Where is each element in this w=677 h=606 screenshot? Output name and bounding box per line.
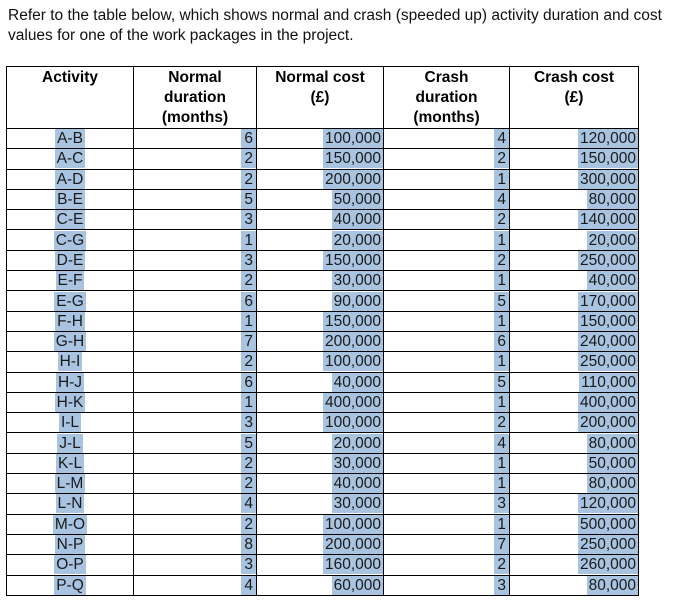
activity-cell-text: E-G [56,292,84,310]
normal-duration-cell [134,575,257,595]
crash-duration-cell-text: 3 [494,494,509,513]
header-line: (£) [564,89,584,106]
normal-cost-cell-text: 20,000 [333,434,381,452]
activity-cell [7,474,134,494]
activity-cell [7,169,134,189]
table-row [7,352,639,372]
activity-cell-text: B-E [57,191,83,209]
crash-cost-cell-text: 120,000 [579,130,636,148]
crash-duration-cell-text: 1 [494,271,509,290]
crash-cost-cell-text: 80,000 [588,576,636,594]
normal-cost-cell-text: 200,000 [324,333,381,351]
crash-duration-cell-text: 2 [494,555,509,574]
header-activity [7,67,134,129]
normal-cost-cell-text: 400,000 [324,394,381,411]
normal-cost-cell [257,433,384,453]
normal-cost-cell-text: 200,000 [324,170,381,188]
activity-cell [7,271,134,291]
crash-cost-cell [510,474,639,494]
activity-cell [7,331,134,351]
crash-cost-cell-text: 170,000 [579,292,636,310]
normal-cost-cell [257,372,384,392]
normal-cost-cell-text: 100,000 [324,515,381,533]
activity-cell-text: N-P [56,536,84,554]
normal-duration-cell [134,230,257,250]
crash-cost-cell [510,433,639,453]
crash-duration-cell-text: 6 [494,332,509,351]
crash-cost-cell-text: 240,000 [579,333,636,351]
normal-duration-cell-text: 2 [241,454,256,473]
normal-cost-cell [257,331,384,351]
crash-duration-cell [384,189,510,209]
activity-cell [7,129,134,149]
crash-duration-cell-text: 4 [494,434,509,453]
crash-cost-cell [510,271,639,291]
table-row [7,494,639,514]
table-row [7,433,639,453]
activity-cell [7,575,134,595]
crash-cost-cell [510,413,639,433]
table-row [7,514,639,534]
header-line: Activity [42,69,98,86]
normal-cost-cell [257,169,384,189]
crash-duration-cell [384,352,510,372]
activity-cell [7,392,134,412]
normal-cost-cell-text: 20,000 [333,231,381,249]
normal-duration-cell-text: 3 [241,251,256,270]
crash-cost-cell [510,169,639,189]
crash-cost-cell [510,291,639,311]
header-line: (months) [413,109,480,126]
table-row [7,210,639,230]
activity-cell-text: A-B [57,130,83,148]
normal-duration-cell-text: 6 [241,129,256,148]
intro-paragraph: Refer to the table below, which shows normal and crash (speeded up) activity duration and cost values for one of the work packages in the project. [8,7,662,44]
crash-cost-cell-text: 150,000 [579,312,636,330]
table-row [7,474,639,494]
activity-cell-text: L-M [56,475,84,493]
activity-cell-text: I-L [60,414,80,432]
table-row [7,230,639,250]
crash-duration-cell [384,230,510,250]
header-normal-cost [257,67,384,129]
activity-cell-text: C-E [56,211,84,229]
crash-duration-cell [384,291,510,311]
activity-cell [7,149,134,169]
normal-cost-cell [257,210,384,230]
activity-cell-text: J-L [59,434,81,452]
normal-duration-cell [134,129,257,149]
normal-duration-cell-text: 8 [241,535,256,554]
normal-cost-cell-text: 30,000 [333,272,381,290]
normal-duration-cell-text: 2 [241,352,256,371]
table-row [7,392,639,412]
normal-cost-cell [257,494,384,514]
normal-duration-cell-text: 3 [241,413,256,432]
table-row [7,331,639,351]
table-row [7,291,639,311]
table-row [7,311,639,331]
normal-duration-cell [134,271,257,291]
table-row [7,413,639,433]
crash-cost-cell-text: 400,000 [579,394,636,411]
crash-duration-cell [384,169,510,189]
normal-cost-cell-text: 50,000 [333,191,381,209]
normal-duration-cell [134,169,257,189]
table-row [7,169,639,189]
crash-cost-cell [510,352,639,372]
activity-cell [7,352,134,372]
crash-duration-cell [384,494,510,514]
normal-duration-cell [134,534,257,554]
normal-duration-cell-text: 4 [241,494,256,513]
normal-duration-cell-text: 1 [241,231,256,250]
normal-cost-cell [257,413,384,433]
table-row [7,129,639,149]
header-line: Normal [168,69,222,86]
activity-cell-text: H-J [57,373,83,391]
normal-cost-cell [257,514,384,534]
normal-cost-cell [257,575,384,595]
crash-duration-cell-text: 2 [494,413,509,432]
normal-duration-cell-text: 3 [241,210,256,229]
crash-duration-cell [384,210,510,230]
normal-cost-cell [257,291,384,311]
activity-cell [7,555,134,575]
header-line: (£) [310,89,330,106]
crash-duration-cell-text: 1 [494,352,509,371]
crash-cost-cell-text: 80,000 [588,191,636,209]
activity-cell [7,372,134,392]
activity-cell-text: H-I [59,353,81,371]
normal-duration-cell-text: 1 [241,312,256,331]
normal-duration-cell [134,311,257,331]
crash-duration-cell [384,433,510,453]
normal-cost-cell-text: 150,000 [324,150,381,168]
activity-cell-text: A-D [56,170,84,188]
crash-cost-cell [510,250,639,270]
crash-duration-cell-text: 7 [494,535,509,554]
crash-cost-cell [510,210,639,230]
normal-duration-cell [134,514,257,534]
normal-cost-cell-text: 60,000 [333,576,381,594]
table-row [7,575,639,595]
normal-duration-cell [134,250,257,270]
crash-cost-cell-text: 50,000 [588,454,636,472]
activity-cell [7,291,134,311]
normal-duration-cell [134,149,257,169]
crash-cost-cell-text: 20,000 [588,231,636,249]
table-row [7,250,639,270]
crash-cost-cell [510,129,639,149]
header-line: duration [164,89,226,106]
table-row [7,271,639,291]
normal-duration-cell [134,392,257,412]
crash-cost-cell [510,555,639,575]
crash-duration-cell-text: 1 [494,170,509,189]
crash-cost-cell [510,311,639,331]
normal-duration-cell-text: 2 [241,515,256,534]
normal-cost-cell [257,250,384,270]
crash-duration-cell-text: 3 [494,576,509,595]
normal-cost-cell-text: 40,000 [333,475,381,493]
crash-duration-cell [384,129,510,149]
normal-duration-cell-text: 4 [241,576,256,595]
normal-cost-cell [257,129,384,149]
crash-cost-cell-text: 40,000 [588,272,636,290]
normal-duration-cell-text: 5 [241,434,256,453]
crash-cost-cell-text: 80,000 [588,475,636,493]
activity-cell [7,230,134,250]
normal-duration-cell [134,453,257,473]
crash-duration-cell-text: 2 [494,210,509,229]
crash-cost-cell [510,514,639,534]
crash-cost-cell [510,331,639,351]
activity-cell [7,534,134,554]
activity-cell [7,433,134,453]
activity-cell [7,494,134,514]
normal-duration-cell-text: 6 [241,373,256,392]
normal-duration-cell [134,474,257,494]
crash-cost-cell-text: 250,000 [579,353,636,371]
normal-duration-cell [134,413,257,433]
activity-cell-text: L-N [57,495,83,513]
crash-cost-cell [510,149,639,169]
crash-duration-cell-text: 1 [494,393,509,412]
table-row [7,189,639,209]
activity-cell-text: O-P [56,556,84,574]
crash-cost-cell [510,372,639,392]
crash-cost-cell [510,453,639,473]
normal-duration-cell-text: 7 [241,332,256,351]
crash-cost-cell-text: 260,000 [579,556,636,574]
normal-cost-cell [257,555,384,575]
crash-cost-cell [510,392,639,412]
normal-cost-cell [257,352,384,372]
normal-cost-cell [257,474,384,494]
crash-duration-cell [384,453,510,473]
crash-duration-cell [384,250,510,270]
normal-cost-cell [257,230,384,250]
normal-duration-cell-text: 2 [241,170,256,189]
crash-duration-cell [384,555,510,575]
crash-duration-cell [384,514,510,534]
crash-duration-cell-text: 1 [494,474,509,493]
crash-duration-cell [384,575,510,595]
crash-duration-cell-text: 2 [494,251,509,270]
normal-cost-cell [257,311,384,331]
activity-cell [7,189,134,209]
crash-duration-cell-text: 5 [494,373,509,392]
crash-cost-cell-text: 200,000 [579,414,636,432]
crash-duration-cell-text: 2 [494,149,509,168]
header-line: Normal cost [275,69,365,86]
crash-duration-cell [384,474,510,494]
crash-cost-cell-text: 140,000 [579,211,636,229]
normal-duration-cell [134,352,257,372]
normal-cost-cell-text: 40,000 [333,373,381,391]
crash-duration-cell [384,372,510,392]
crash-duration-cell-text: 1 [494,515,509,534]
header-crash-duration [384,67,510,129]
crash-cost-cell [510,230,639,250]
table-body [7,129,639,596]
activity-cell [7,413,134,433]
normal-cost-cell-text: 100,000 [324,414,381,432]
activity-cell-text: C-G [55,231,85,249]
crash-cost-cell-text: 250,000 [579,251,636,269]
crash-duration-cell-text: 4 [494,129,509,148]
crash-cost-cell-text: 80,000 [588,434,636,452]
activity-table [6,66,639,596]
normal-duration-cell-text: 2 [241,149,256,168]
crash-duration-cell-text: 1 [494,454,509,473]
normal-cost-cell [257,392,384,412]
normal-duration-cell [134,189,257,209]
activity-cell-text: D-E [56,251,84,269]
activity-cell-text: K-L [57,454,83,472]
table-row [7,149,639,169]
table-row [7,534,639,554]
crash-cost-cell-text: 500,000 [579,515,636,533]
crash-duration-cell-text: 1 [494,231,509,250]
activity-cell [7,514,134,534]
crash-cost-cell-text: 300,000 [579,170,636,188]
normal-duration-cell-text: 2 [241,474,256,493]
crash-duration-cell [384,413,510,433]
normal-cost-cell-text: 200,000 [324,536,381,554]
header-line: (months) [161,109,229,126]
normal-cost-cell [257,149,384,169]
normal-cost-cell [257,189,384,209]
normal-duration-cell-text: 6 [241,292,256,311]
header-normal-duration [134,67,257,129]
normal-duration-cell [134,331,257,351]
normal-cost-cell-text: 90,000 [333,292,381,310]
table-row [7,453,639,473]
activity-cell-text: P-Q [56,576,84,594]
activity-cell-text: G-H [55,333,85,351]
crash-duration-cell [384,392,510,412]
activity-cell [7,311,134,331]
crash-cost-cell [510,189,639,209]
normal-cost-cell [257,534,384,554]
activity-cell-text: H-K [56,394,84,411]
crash-cost-cell-text: 120,000 [579,495,636,513]
normal-cost-cell-text: 100,000 [324,353,381,371]
normal-cost-cell-text: 100,000 [324,130,381,148]
table-row [7,372,639,392]
normal-cost-cell [257,271,384,291]
normal-duration-cell-text: 2 [241,271,256,290]
crash-duration-cell-text: 1 [494,312,509,331]
normal-duration-cell [134,291,257,311]
activity-cell-text: A-C [56,150,84,168]
crash-duration-cell [384,534,510,554]
crash-cost-cell [510,494,639,514]
activity-cell [7,250,134,270]
crash-duration-cell [384,331,510,351]
normal-duration-cell-text: 3 [241,555,256,574]
crash-cost-cell [510,534,639,554]
normal-duration-cell [134,210,257,230]
activity-cell-text: F-H [57,312,83,330]
activity-cell-text: M-O [54,515,86,533]
normal-cost-cell-text: 150,000 [324,312,381,330]
crash-cost-cell-text: 150,000 [579,150,636,168]
normal-duration-cell-text: 5 [241,190,256,209]
activity-cell [7,210,134,230]
crash-duration-cell [384,311,510,331]
normal-cost-cell-text: 40,000 [333,211,381,229]
header-line: Crash cost [533,69,615,86]
table-header-row [7,67,639,129]
normal-cost-cell-text: 30,000 [333,495,381,513]
header-line: Crash [424,69,469,86]
normal-cost-cell-text: 30,000 [333,454,381,472]
crash-duration-cell [384,271,510,291]
normal-cost-cell-text: 160,000 [324,556,381,574]
normal-duration-cell-text: 1 [241,393,256,412]
crash-cost-cell-text: 110,000 [581,373,636,391]
normal-duration-cell [134,555,257,575]
crash-duration-cell [384,149,510,169]
header-line: duration [415,89,478,106]
activity-cell-text: E-F [57,272,83,290]
table-row [7,555,639,575]
normal-duration-cell [134,494,257,514]
normal-duration-cell [134,433,257,453]
crash-duration-cell-text: 5 [494,292,509,311]
crash-cost-cell [510,575,639,595]
crash-cost-cell-text: 250,000 [579,536,636,554]
normal-cost-cell [257,453,384,473]
normal-cost-cell-text: 150,000 [324,251,381,269]
header-crash-cost [510,67,639,129]
crash-duration-cell-text: 4 [494,190,509,209]
activity-cell [7,453,134,473]
normal-duration-cell [134,372,257,392]
